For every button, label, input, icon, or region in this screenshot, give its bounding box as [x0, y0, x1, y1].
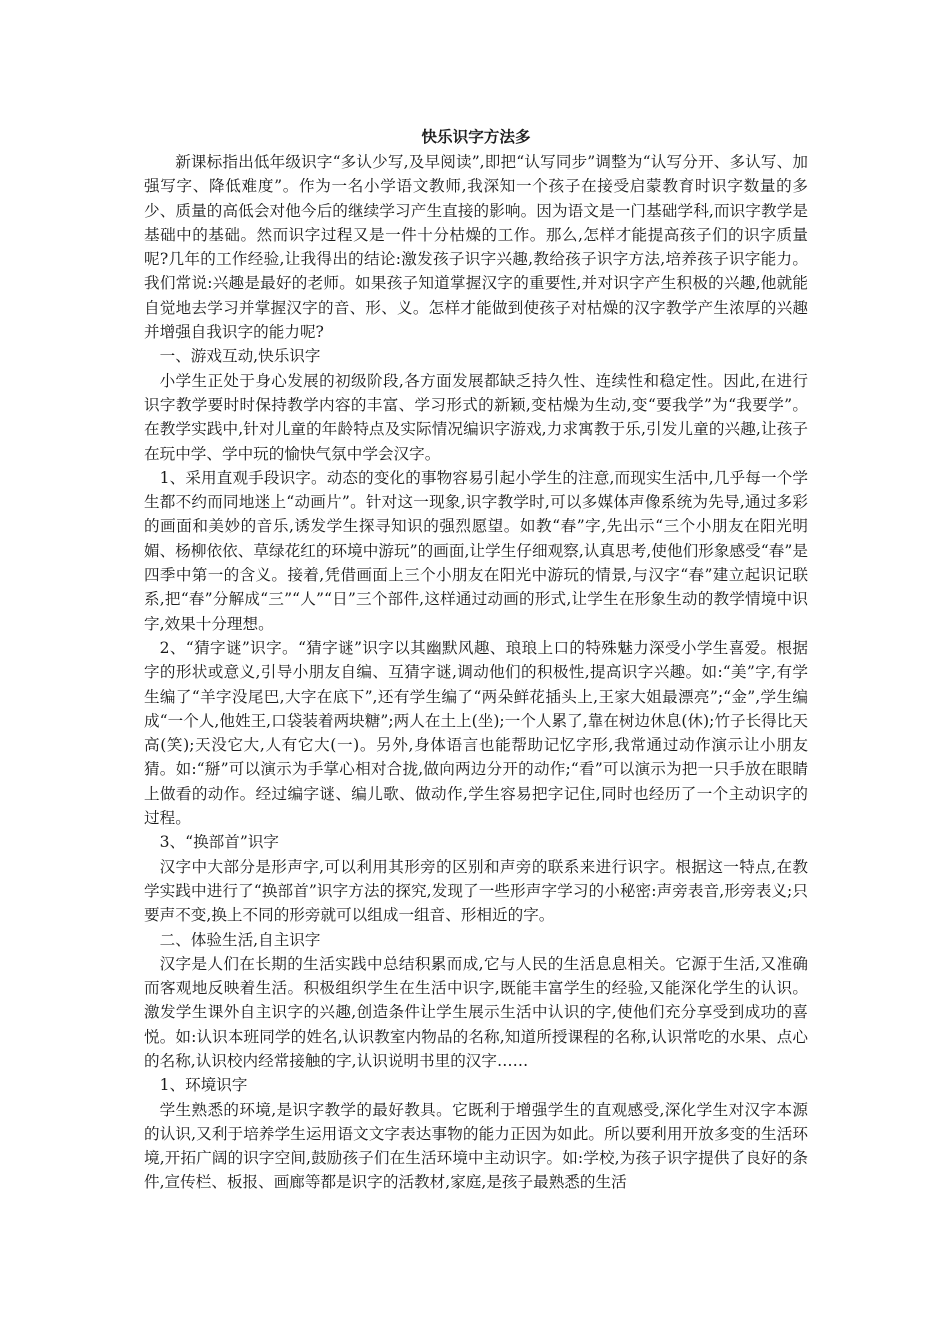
intro-paragraph: 新课标指出低年级识字“多认少写,及早阅读”,即把“认写同步”调整为“认写分开、多认写、加强写字、降低难度”。作为一名小学语文教师,我深知一个孩子在接受启蒙教育时识字数量的多少、质量的高低会对他今后的继续学习产生直接的影响。因为语文是一门基础学科,而识字教学是基础中的基础。然而识字过程又是一件十分枯燥的工作。那么,怎样才能提高孩子们的识字质量呢?几年的工作经验,让我得出的结论:激发孩子识字兴趣,教给孩子识字方法,培养孩子识字能力。我们常说:兴趣是最好的老师。如果孩子知道掌握汉字的重要性,并对识字产生积极的兴趣,他就能自觉地去学习并掌握汉字的音、形、义。怎样才能做到使孩子对枯燥的汉字教学产生浓厚的兴趣并增强自我识字的能力呢? [144, 153, 808, 342]
section-heading-1: 一、游戏互动,快乐识字 [159, 347, 321, 366]
environment-paragraph: 学生熟悉的环境,是识字教学的最好教具。它既利于增强学生的直观感受,深化学生对汉字本源的认识,又利于培养学生运用语文文字表达事物的能力正因为如此。所以要利用开放多变的生活环境,开拓广阔的识字空间,鼓励孩子们在生活环境中主动识字。如:学校,为孩子识字提供了良好的条件,宣传栏、板报、画廊等都是识字的活教材,家庭,是孩子最熟悉的生活 [144, 1100, 808, 1192]
section-heading-2: 二、体验生活,自主识字 [159, 930, 321, 949]
section-2-paragraph: 汉字是人们在长期的生活实践中总结积累而成,它与人民的生活息息相关。它源于生活,又准确而客观地反映着生活。积极组织学生在生活中识字,既能丰富学生的经验,又能深化学生的认识。激发学生课外自主识字的兴趣,创造条件让学生展示生活中认识的字,使他们充分享受到成功的喜悦。如:认识本班同学的姓名,认识教室内物品的名称,知道所授课程的名称,认识常吃的水果、点心的名称,认识校内经常接触的字,认识说明书里的汉字…… [144, 954, 808, 1070]
document-page [144, 125, 808, 1195]
method-3-paragraph: 汉字中大部分是形声字,可以利用其形旁的区别和声旁的联系来进行识字。根据这一特点,在教学实践中进行了“换部首”识字方法的探究,发现了一些形声字学习的小秘密:声旁表音,形旁表义;只要声不变,换上不同的形旁就可以组成一组音、形相近的字。 [144, 857, 808, 925]
section-1-paragraph: 小学生正处于身心发展的初级阶段,各方面发展都缺乏持久性、连续性和稳定性。因此,在进行识字教学要时时保持教学内容的丰富、学习形式的新颖,变枯燥为生动,变“要我学”为“我要学”。在教学实践中,针对儿童的年龄特点及实际情况编识字游戏,力求寓教于乐,引发儿童的兴趣,让孩子在玩中学、学中玩的愉快气氛中学会汉字。 [144, 371, 808, 463]
method-2-paragraph: 2、“猜字谜”识字。“猜字谜”识字以其幽默风趣、琅琅上口的特殊魅力深受小学生喜爱。根据字的形状或意义,引导小朋友自编、互猜字谜,调动他们的积极性,提高识字兴趣。如:“美”字,有学生编了“羊字没尾巴,大字在底下”,还有学生编了“两朵鲜花插头上,王家大姐最漂亮”;“金”,学生编成“一个人,他姓王,口袋装着两块糖”;两人在土上(坐);一个人累了,靠在树边休息(休);竹子长得比天高(笑);天没它大,人有它大(一)。另外,身体语言也能帮助记忆字形,我常通过动作演示让小朋友猜。如:“掰”可以演示为手掌心相对合拢,做向两边分开的动作;“看”可以演示为把一只手放在眼睛上做看的动作。经过编字谜、编儿歌、做动作,学生容易把字记住,同时也经历了一个主动识字的过程。 [144, 638, 808, 828]
environment-heading: 1、环境识字 [159, 1076, 248, 1095]
method-1-paragraph: 1、采用直观手段识字。动态的变化的事物容易引起小学生的注意,而现实生活中,几乎每一个学生都不约而同地迷上“动画片”。针对这一现象,识字教学时,可以多媒体声像系统为先导,通过多彩的画面和美妙的音乐,诱发学生探寻知识的强烈愿望。如教“春”字,先出示“三个小朋友在阳光明媚、杨柳依依、草绿花红的环境中游玩”的画面,让学生仔细观察,认真思考,使他们形象感受“春”是四季中第一的含义。接着,凭借画面上三个小朋友在阳光中游玩的情景,与汉字“春”建立起识记联系,把“春”分解成“三”“人”“日”三个部件,这样通过动画的形式,让学生在形象生动的教学情境中识字,效果十分理想。 [144, 468, 808, 633]
method-3-heading: 3、“换部首”识字 [159, 833, 280, 852]
document-title: 快乐识字方法多 [421, 127, 531, 146]
